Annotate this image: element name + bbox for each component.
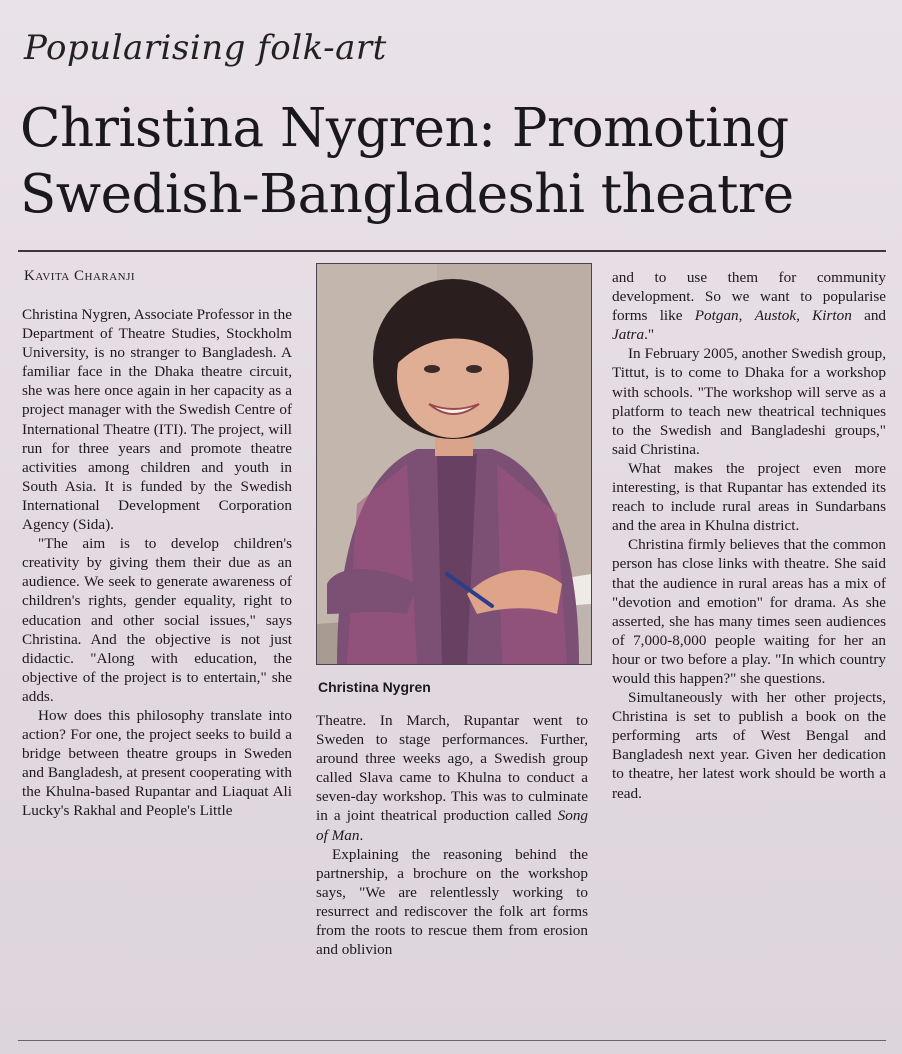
portrait-illustration bbox=[317, 264, 591, 664]
paragraph: In February 2005, another Swedish group, Tittut, is to come to Dhaka for a workshop with schools. "The workshop will serve as a platform to teach new theatrical techniques to the Swedish and Bangladeshi groups," said Christina. bbox=[612, 345, 886, 458]
article-column-2 bbox=[316, 711, 588, 959]
paragraph: "The aim is to develop children's creativity by giving them their due as an audience. We seek to generate awareness of children's rights, gender equality, right to education and other social issues," says Christina. And the objective is not just didactic. "Along with education, the objective of the project is to entertain," she adds. bbox=[22, 535, 292, 705]
paragraph: Explaining the reasoning behind the partnership, a brochure on the workshop says, "We are relentlessly working to resurrect and rediscover the folk art forms from the roots to rescue them from erosion and oblivion bbox=[316, 845, 588, 959]
article-column-3 bbox=[612, 268, 886, 803]
paragraph: Simultaneously with her other projects, Christina is set to publish a book on the performing arts of West Bengal and Bangladesh next year. Given her dedication to theatre, her latest work should be worth a read. bbox=[612, 689, 886, 802]
article-column-1 bbox=[22, 305, 292, 821]
paragraph: What makes the project even more interesting, is that Rupantar has extended its reach to include rural areas in Sundarbans and the area in Khulna district. bbox=[612, 459, 886, 535]
byline: Kavita Charanji bbox=[24, 268, 136, 284]
photo-caption: Christina Nygren bbox=[318, 679, 431, 695]
kicker: Popularising folk-art bbox=[24, 28, 387, 68]
divider bbox=[18, 250, 886, 252]
paragraph: Christina firmly believes that the common person has close links with theatre. She said that the audience in rural areas has a mix of "devotion and emotion" for drama. As she asserted, she has many times seen audiences of 7,000-8,000 people waiting for her an hour or two before a play. "In which country would this happen?" she questions. bbox=[612, 536, 886, 687]
paragraph: and to use them for community development. So we want to popularise forms like Potgan, Austok, Kirton and Jatra." bbox=[612, 269, 887, 344]
headline: Christina Nygren: Promoting Swedish-Bangladeshi theatre bbox=[20, 98, 794, 225]
paragraph: How does this philosophy translate into action? For one, the project seeks to build a bridge between theatre groups in Sweden and Bangladesh, at present cooperating with the Khulna-based Rupantar and Liaquat Ali Lucky's Rakhal and People's Little bbox=[22, 706, 292, 820]
paragraph: Christina Nygren, Associate Professor in the Department of Theatre Studies, Stockholm University, is no stranger to Bangladesh. A familiar face in the Dhaka theatre circuit, she was here once again in her capacity as a project manager with the Swedish Centre of International Theatre (ITI). The project, will run for three years and promote theatre activities among children and youth in South Asia. It is funded by the Swedish International Development Corporation Agency (Sida). bbox=[22, 306, 292, 534]
paragraph: Theatre. In March, Rupantar went to Sweden to stage performances. Further, around three weeks ago, a Swedish group called Slava came to Khulna to conduct a seven-day workshop. This was to culminate in a joint theatrical production called Song of Man. bbox=[316, 712, 588, 844]
bottom-divider bbox=[18, 1040, 886, 1041]
portrait-photo bbox=[316, 263, 592, 665]
